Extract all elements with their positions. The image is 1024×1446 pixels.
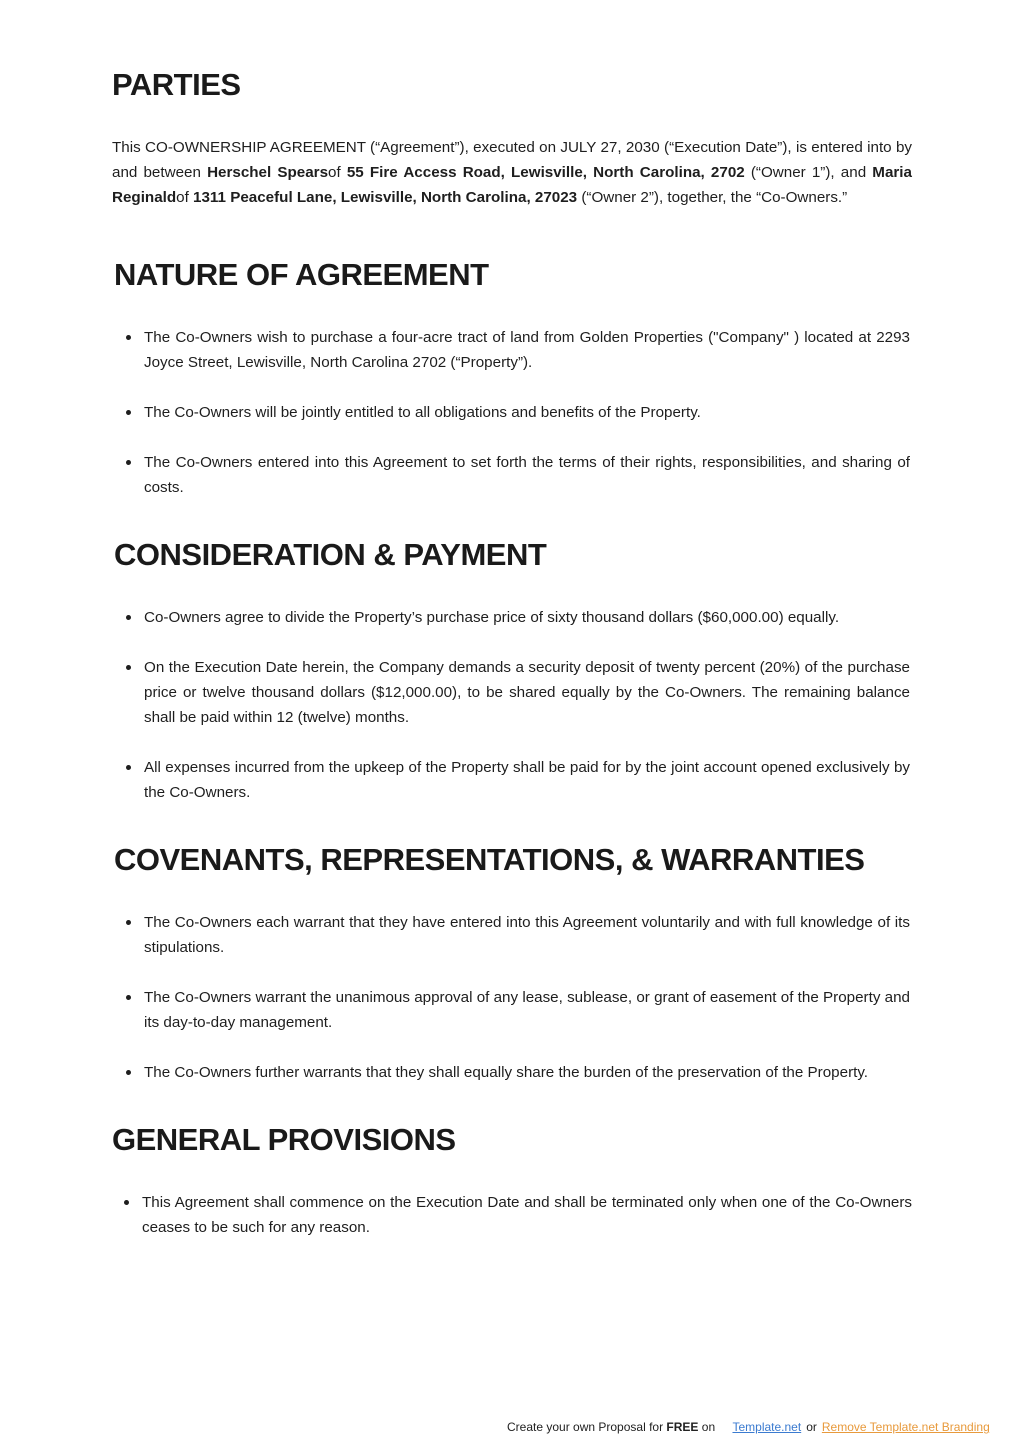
- list-item: The Co-Owners wish to purchase a four-acre tract of land from Golden Properties ("Company" ) located at 2293 Joyce Street, Lewisville, North Carolina 2702 (“Property”).: [144, 325, 910, 375]
- footer-free: FREE: [666, 1420, 699, 1434]
- footer-or: or: [806, 1420, 817, 1434]
- footer-on: on: [698, 1420, 716, 1434]
- list-item: The Co-Owners will be jointly entitled to all obligations and benefits of the Property.: [144, 400, 910, 425]
- owner1-name: Herschel Spears: [207, 164, 329, 181]
- remove-branding-link[interactable]: Remove Template.net Branding: [821, 1420, 990, 1434]
- list-item: The Co-Owners entered into this Agreement to set forth the terms of their rights, responsibilities, and sharing of costs.: [144, 450, 910, 500]
- covenants-list: [144, 910, 910, 1110]
- template-net-link[interactable]: Template.net: [732, 1420, 802, 1434]
- parties-paragraph: [112, 135, 912, 210]
- section-title-consideration: CONSIDERATION & PAYMENT: [114, 537, 547, 572]
- owner1-address: 55 Fire Access Road, Lewisville, North Carolina, 2702: [346, 164, 745, 181]
- list-item: Co-Owners agree to divide the Property’s purchase price of sixty thousand dollars ($60,000.00) equally.: [144, 605, 910, 630]
- footer-prefix: Create your own Proposal for: [507, 1420, 667, 1434]
- of-text: of: [176, 189, 194, 206]
- parties-mid: (“Owner 1”), and: [744, 164, 873, 181]
- owner2-address: 1311 Peaceful Lane, Lewisville, North Carolina, 27023: [193, 189, 578, 206]
- parties-intro: This CO-OWNERSHIP AGREEMENT (“Agreement”), executed on JULY 27, 2030 (“Execution Date”), is entered into by and between: [112, 139, 912, 181]
- owner2-name: Maria Reginald: [112, 164, 912, 206]
- of-text: of: [328, 164, 347, 181]
- branding-footer: [507, 1419, 990, 1435]
- list-item: The Co-Owners each warrant that they have entered into this Agreement voluntarily and with full knowledge of its stipulations.: [144, 910, 910, 960]
- list-item: The Co-Owners warrant the unanimous approval of any lease, sublease, or grant of easement of the Property and its day-to-day management.: [144, 985, 910, 1035]
- section-title-covenants: COVENANTS, REPRESENTATIONS, & WARRANTIES: [114, 842, 865, 877]
- list-item: All expenses incurred from the upkeep of the Property shall be paid for by the joint account opened exclusively by the Co-Owners.: [144, 755, 910, 805]
- parties-outro: (“Owner 2”), together, the “Co-Owners.”: [577, 189, 848, 206]
- section-title-general: GENERAL PROVISIONS: [112, 1122, 456, 1157]
- list-item: On the Execution Date herein, the Company demands a security deposit of twenty percent (20%) of the purchase price or twelve thousand dollars ($12,000.00), to be shared equally by the Co-Owners. The remaining balance shall be paid within 12 (twelve) months.: [144, 655, 910, 730]
- general-list: [142, 1190, 912, 1265]
- section-title-parties: PARTIES: [112, 67, 241, 102]
- consideration-list: [144, 605, 910, 830]
- nature-list: [144, 325, 910, 525]
- list-item: This Agreement shall commence on the Execution Date and shall be terminated only when one of the Co-Owners ceases to be such for any reason.: [142, 1190, 912, 1240]
- list-item: The Co-Owners further warrants that they shall equally share the burden of the preservation of the Property.: [144, 1060, 910, 1085]
- section-title-nature: NATURE OF AGREEMENT: [114, 257, 489, 292]
